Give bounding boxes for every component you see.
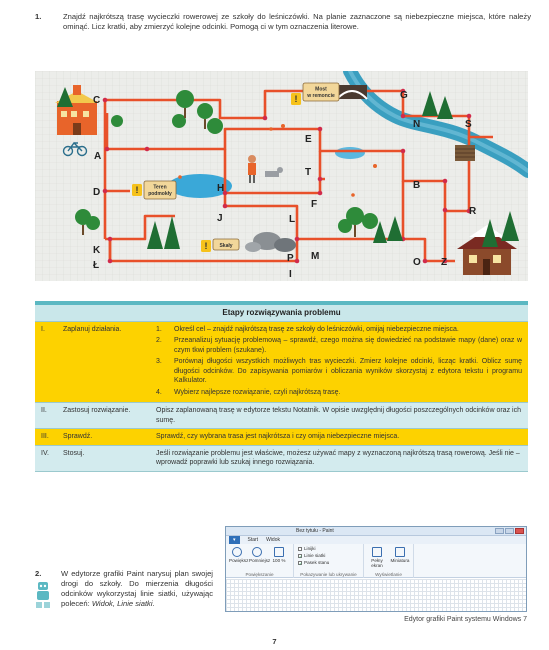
- paint-canvas-gridlines: [226, 579, 526, 611]
- actual-size-icon: [274, 547, 284, 557]
- tool-zoom-out: Pomniejsz: [249, 547, 265, 563]
- window-buttons: [495, 528, 524, 534]
- group-show-hide: [294, 544, 364, 578]
- full-screen-icon: [372, 547, 382, 557]
- label-l-stroke: Ł: [93, 260, 100, 271]
- label-s: S: [465, 119, 472, 130]
- label-a: A: [94, 151, 102, 162]
- table-row: [35, 403, 528, 429]
- step-description: Jeśli rozwiązanie problemu jest właściwe, możesz używać mapy z wyznaczoną najkrótszą trasą rowerową. Jeśli nie – wprowadź poprawki lub szukaj innego rozwiązania.: [150, 445, 528, 471]
- group-display: [364, 544, 414, 578]
- label-d: D: [93, 187, 101, 198]
- label-z: Z: [441, 257, 448, 268]
- tool-thumbnail: Miniatura: [389, 547, 411, 563]
- paint-ribbon: [226, 544, 526, 578]
- step-label: III. Sprawdź.: [35, 429, 150, 446]
- label-f: F: [311, 199, 318, 210]
- label-m: M: [311, 251, 320, 262]
- sign-most-w-remoncie: [303, 83, 339, 101]
- page-number: 7: [272, 637, 277, 646]
- task-2-text: W edytorze grafiki Paint narysuj plan swojej drogi do szkoły. Do mierzenia długości odcinków wykorzystaj linie siatki, używając poleceń: Widok, Linie siatki.: [61, 569, 213, 608]
- tab-start: Start: [247, 537, 259, 543]
- hazard-mark: !: [135, 185, 139, 195]
- label-t: T: [305, 167, 312, 178]
- group-caption: Pokazywanie lub ukrywanie: [300, 572, 357, 577]
- group-zoom: [226, 544, 294, 578]
- sign-teren-line1: Teren: [153, 184, 167, 191]
- label-o: O: [413, 257, 421, 268]
- label-k: K: [93, 245, 101, 256]
- checkbox-gridlines: ✓ Linie siatki: [299, 553, 326, 559]
- step-label: IV. Stosuj.: [35, 445, 150, 471]
- label-b: B: [413, 180, 421, 191]
- robot-icon: [35, 582, 51, 610]
- group-caption: Powiększanie: [245, 572, 274, 577]
- sign-most-line1: Most: [315, 86, 327, 93]
- paint-window-screenshot: [225, 526, 527, 612]
- paint-ribbon-tabs: [226, 536, 526, 544]
- sign-skaly: [213, 239, 239, 250]
- label-n: N: [413, 119, 421, 130]
- label-l: L: [289, 214, 296, 225]
- task-1-number: 1.: [35, 12, 42, 21]
- label-p: P: [287, 253, 294, 264]
- label-g: G: [400, 90, 408, 101]
- tool-100-percent: 100 %: [271, 547, 287, 563]
- label-j: J: [217, 213, 223, 224]
- label-c: C: [93, 95, 101, 106]
- step-label: II. Zastosuj rozwiązanie.: [35, 403, 150, 429]
- step-description: 1. Określ cel – znajdź najkrótszą trasę ze szkoły do leśniczówki, omijaj niebezpieczne miejsca. 2. Przeanalizuj sytuację problemową – sprawdź, czego można się dowiedzieć na podstawie mapy (dane) oraz w czym tkwi problem (szukane). 3. Porównaj długości wszystkich możliwych tras wycieczki. Zmierz kolejne odcinki, licząc kratki. Oblicz sumę długości odcinków. Do zapisywania pomiarów i obliczania wyników skorzystaj z edytora tekstu i programu Kalkulator. 4. Wybierz najlepsze rozwiązanie, czyli najkrótszą trasę.: [150, 321, 528, 403]
- route-map-svg: [35, 71, 528, 281]
- task-1-text: Znajdź najkrótszą trasę wycieczki rowerowej ze szkoły do leśniczówki. Na planie zaznaczone są niebezpieczne miejsca, które należy ominąć. Licz kratki, aby zmierzyć kolejne odcinki. Pomogą ci w tym oznaczenia literowe.: [63, 12, 531, 31]
- checkbox-status-bar: ✓ Pasek stanu: [299, 560, 330, 566]
- label-r: R: [469, 206, 477, 217]
- hazard-mark: !: [294, 94, 298, 104]
- maximize-icon: [505, 528, 514, 534]
- label-h: H: [217, 183, 225, 194]
- label-e: E: [305, 134, 312, 145]
- hazard-mark: !: [204, 241, 208, 251]
- bridge: [455, 145, 475, 161]
- zoom-in-icon: [232, 547, 242, 557]
- table-header: Etapy rozwiązywania problemu: [35, 303, 528, 321]
- sign-teren-line2: podmokły: [148, 191, 172, 197]
- figure-caption: Edytor grafiki Paint systemu Windows 7: [404, 616, 527, 623]
- step-label: I. Zaplanuj działania.: [35, 321, 150, 403]
- table-row: [35, 445, 528, 471]
- checkbox-rulers: Linijki: [298, 546, 316, 551]
- pond: [335, 147, 365, 159]
- tab-widok: Widok: [266, 537, 280, 543]
- close-icon: [515, 528, 524, 534]
- step-description: Opisz zaplanowaną trasę w edytorze tekstu Notatnik. W opisie uwzględnij długości poszczególnych odcinków oraz ich sumę.: [150, 403, 528, 429]
- table-row: [35, 321, 528, 403]
- zoom-out-icon: [252, 547, 262, 557]
- sign-most-line2: w remoncie: [307, 93, 335, 99]
- route-map: [35, 71, 528, 281]
- tool-full-screen: Pełny ekran: [367, 547, 387, 568]
- table-row: [35, 429, 528, 446]
- sign-teren-podmokly: [144, 181, 176, 199]
- thumbnail-icon: [395, 547, 405, 557]
- label-i: I: [289, 269, 292, 280]
- group-caption: Wyświetlanie: [375, 572, 402, 577]
- tool-zoom-in: Powiększ: [229, 547, 245, 563]
- paint-title-bar: Bez tytułu - Paint: [226, 527, 526, 536]
- file-menu-icon: ▾: [229, 536, 240, 544]
- problem-solving-table: [35, 301, 528, 472]
- bridge-under-repair: [337, 85, 367, 99]
- task-2-number: 2.: [35, 569, 42, 578]
- minimize-icon: [495, 528, 504, 534]
- sign-skaly-text: Skały: [219, 243, 233, 249]
- step-description: Sprawdź, czy wybrana trasa jest najkrótsza i czy omija niebezpieczne miejsca.: [150, 429, 528, 446]
